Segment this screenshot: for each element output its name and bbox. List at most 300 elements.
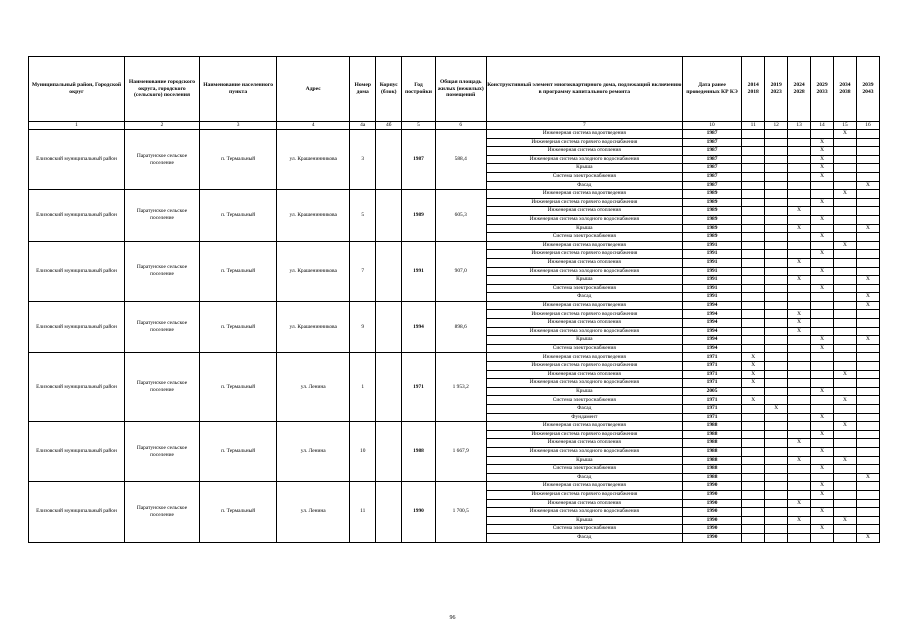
period-mark-cell [765, 379, 788, 388]
period-mark-cell [856, 525, 879, 534]
period-mark-cell: Х [856, 301, 879, 310]
period-mark-cell [834, 447, 857, 456]
house-number-cell: 7 [350, 241, 376, 301]
element-cell: Фасад [486, 181, 682, 190]
period-mark-cell [742, 405, 765, 414]
element-cell: Фундамент [486, 413, 682, 422]
element-cell: Инженерная система холодного водоснабжения [486, 155, 682, 164]
table-header [29, 57, 880, 130]
column-number: 12 [765, 122, 788, 130]
period-mark-cell [788, 525, 811, 534]
period-mark-cell: Х [811, 344, 834, 353]
prior-repair-date-cell: 1987 [682, 147, 741, 156]
period-mark-cell [856, 430, 879, 439]
period-mark-cell [834, 353, 857, 362]
period-mark-cell [811, 276, 834, 285]
district-cell: Елизовский муниципальный район [29, 353, 125, 422]
address-cell: ул. Крашенинникова [277, 301, 350, 353]
table-body [29, 130, 880, 543]
prior-repair-date-cell: 1991 [682, 276, 741, 285]
period-mark-cell [765, 267, 788, 276]
element-cell: Крыша [486, 336, 682, 345]
period-mark-cell [811, 319, 834, 328]
period-mark-cell: Х [834, 422, 857, 431]
district-cell: Елизовский муниципальный район [29, 301, 125, 353]
period-mark-cell [765, 241, 788, 250]
period-mark-cell: Х [788, 456, 811, 465]
period-mark-cell [742, 533, 765, 542]
period-mark-cell [856, 422, 879, 431]
period-mark-cell [811, 533, 834, 542]
period-mark-cell [742, 233, 765, 242]
prior-repair-date-cell: 1994 [682, 319, 741, 328]
period-mark-cell [788, 473, 811, 482]
period-mark-cell [788, 533, 811, 542]
period-mark-cell [765, 439, 788, 448]
period-mark-cell [788, 250, 811, 259]
period-mark-cell: Х [788, 439, 811, 448]
period-mark-cell [788, 190, 811, 199]
period-mark-cell [788, 362, 811, 371]
period-mark-cell [765, 447, 788, 456]
period-mark-cell [856, 250, 879, 259]
house-number-cell: 9 [350, 301, 376, 353]
period-mark-cell: Х [856, 276, 879, 285]
period-mark-cell [742, 147, 765, 156]
element-cell: Инженерная система водоотведения [486, 353, 682, 362]
period-mark-cell [765, 362, 788, 371]
element-cell: Инженерная система водоотведения [486, 190, 682, 199]
period-mark-cell [765, 224, 788, 233]
prior-repair-date-cell: 1988 [682, 447, 741, 456]
area-cell: 605,3 [435, 190, 486, 242]
period-mark-cell: Х [788, 310, 811, 319]
block-cell [376, 190, 402, 242]
prior-repair-date-cell: 1991 [682, 250, 741, 259]
period-mark-cell [856, 482, 879, 491]
column-number-row [29, 122, 880, 130]
period-mark-cell [834, 465, 857, 474]
prior-repair-date-cell: 1990 [682, 499, 741, 508]
period-mark-cell [765, 430, 788, 439]
period-mark-cell [856, 353, 879, 362]
period-mark-cell: Х [788, 516, 811, 525]
period-mark-cell: Х [834, 396, 857, 405]
period-mark-cell [788, 293, 811, 302]
period-mark-cell [788, 482, 811, 491]
period-mark-cell [742, 490, 765, 499]
period-mark-cell [765, 207, 788, 216]
period-mark-cell [742, 276, 765, 285]
period-mark-cell [834, 301, 857, 310]
column-header: Номер дома [350, 57, 376, 122]
prior-repair-date-cell: 1987 [682, 138, 741, 147]
period-mark-cell [742, 207, 765, 216]
period-mark-cell [788, 370, 811, 379]
column-number: 14 [811, 122, 834, 130]
element-cell: Инженерная система отопления [486, 207, 682, 216]
column-header: Наименование городского округа, городского (сельского) поселения [124, 57, 199, 122]
area-cell: 898,6 [435, 301, 486, 353]
period-mark-cell [856, 344, 879, 353]
element-cell: Крыша [486, 224, 682, 233]
period-mark-cell [788, 215, 811, 224]
period-mark-cell [834, 482, 857, 491]
period-mark-cell [788, 284, 811, 293]
element-cell: Инженерная система водоотведения [486, 422, 682, 431]
period-mark-cell [742, 155, 765, 164]
build-year-cell: 1971 [402, 353, 435, 422]
settlement-cell: Паратунское сельское поселение [124, 422, 199, 482]
period-mark-cell [788, 233, 811, 242]
period-mark-cell: Х [788, 207, 811, 216]
element-cell: Инженерная система холодного водоснабжения [486, 267, 682, 276]
prior-repair-date-cell: 1990 [682, 516, 741, 525]
period-mark-cell [742, 198, 765, 207]
prior-repair-date-cell: 1987 [682, 172, 741, 181]
area-cell: 907,0 [435, 241, 486, 301]
period-mark-cell [834, 327, 857, 336]
prior-repair-date-cell: 1990 [682, 482, 741, 491]
period-mark-cell [811, 301, 834, 310]
period-mark-cell [742, 525, 765, 534]
period-mark-cell [788, 430, 811, 439]
period-mark-cell [856, 396, 879, 405]
column-number: 7 [486, 122, 682, 130]
prior-repair-date-cell: 1989 [682, 224, 741, 233]
period-mark-cell [811, 422, 834, 431]
period-mark-cell [856, 387, 879, 396]
column-number: 15 [834, 122, 857, 130]
period-mark-cell [834, 387, 857, 396]
locality-cell: п. Термальный [200, 482, 277, 542]
period-mark-cell [811, 456, 834, 465]
block-cell [376, 422, 402, 482]
settlement-cell: Паратунское сельское поселение [124, 190, 199, 242]
period-mark-cell: Х [811, 267, 834, 276]
period-mark-cell [856, 284, 879, 293]
table-row [29, 241, 880, 250]
period-mark-cell: Х [788, 224, 811, 233]
element-cell: Инженерная система водоотведения [486, 241, 682, 250]
column-header: Муниципальный район, Городской округ [29, 57, 125, 122]
period-mark-cell [788, 241, 811, 250]
period-mark-cell [765, 370, 788, 379]
period-mark-cell: Х [834, 130, 857, 139]
table-row [29, 301, 880, 310]
element-cell: Крыша [486, 456, 682, 465]
address-cell: ул. Ленина [277, 353, 350, 422]
period-mark-cell [834, 233, 857, 242]
period-mark-cell [856, 164, 879, 173]
period-mark-cell [856, 362, 879, 371]
period-mark-cell [742, 215, 765, 224]
period-mark-cell: Х [742, 379, 765, 388]
period-mark-cell: Х [788, 319, 811, 328]
period-mark-cell [742, 172, 765, 181]
locality-cell: п. Термальный [200, 130, 277, 190]
period-mark-cell [788, 447, 811, 456]
period-mark-cell [856, 370, 879, 379]
prior-repair-date-cell: 1989 [682, 233, 741, 242]
period-mark-cell [742, 439, 765, 448]
prior-repair-date-cell: 1990 [682, 533, 741, 542]
page-number: 96 [449, 615, 456, 621]
period-mark-cell: Х [856, 533, 879, 542]
prior-repair-date-cell: 1971 [682, 379, 741, 388]
period-mark-cell [765, 138, 788, 147]
column-number: 4б [376, 122, 402, 130]
period-mark-cell [765, 172, 788, 181]
period-mark-cell [788, 344, 811, 353]
period-mark-cell [834, 293, 857, 302]
period-mark-cell: Х [811, 465, 834, 474]
period-mark-cell: Х [856, 336, 879, 345]
element-cell: Система электроснабжения [486, 525, 682, 534]
prior-repair-date-cell: 1971 [682, 405, 741, 414]
period-mark-cell [765, 147, 788, 156]
settlement-cell: Паратунское сельское поселение [124, 241, 199, 301]
period-mark-cell [834, 473, 857, 482]
prior-repair-date-cell: 1994 [682, 310, 741, 319]
element-cell: Инженерная система горячего водоснабжения [486, 362, 682, 371]
period-mark-cell: Х [834, 370, 857, 379]
locality-cell: п. Термальный [200, 241, 277, 301]
period-mark-cell [834, 379, 857, 388]
period-mark-cell [856, 456, 879, 465]
prior-repair-date-cell: 1987 [682, 130, 741, 139]
period-mark-cell [742, 508, 765, 517]
period-mark-cell: Х [811, 525, 834, 534]
period-mark-cell [834, 155, 857, 164]
period-mark-cell [834, 258, 857, 267]
period-mark-cell [856, 172, 879, 181]
period-mark-cell [742, 138, 765, 147]
element-cell: Система электроснабжения [486, 233, 682, 242]
prior-repair-date-cell: 1994 [682, 344, 741, 353]
period-mark-cell [788, 379, 811, 388]
element-cell: Система электроснабжения [486, 172, 682, 181]
column-header: Дата ранее проведенных КР КЭ [682, 57, 741, 122]
period-mark-cell [856, 130, 879, 139]
column-header: Год постройки [402, 57, 435, 122]
prior-repair-date-cell: 1989 [682, 198, 741, 207]
prior-repair-date-cell: 1988 [682, 456, 741, 465]
element-cell: Инженерная система отопления [486, 370, 682, 379]
prior-repair-date-cell: 1988 [682, 430, 741, 439]
period-mark-cell: Х [834, 241, 857, 250]
column-number: 11 [742, 122, 765, 130]
period-mark-cell: Х [811, 215, 834, 224]
element-cell: Инженерная система горячего водоснабжения [486, 430, 682, 439]
prior-repair-date-cell: 1990 [682, 525, 741, 534]
period-mark-cell [811, 439, 834, 448]
period-mark-cell [765, 396, 788, 405]
element-cell: Инженерная система холодного водоснабжения [486, 327, 682, 336]
capital-repair-table [28, 56, 880, 543]
address-cell: ул. Крашенинникова [277, 130, 350, 190]
period-mark-cell [742, 301, 765, 310]
column-number: 4 [277, 122, 350, 130]
column-header: 2034 2038 [834, 57, 857, 122]
address-cell: ул. Крашенинникова [277, 190, 350, 242]
period-mark-cell [742, 284, 765, 293]
period-mark-cell [811, 516, 834, 525]
period-mark-cell: Х [811, 164, 834, 173]
period-mark-cell [856, 138, 879, 147]
prior-repair-date-cell: 1988 [682, 439, 741, 448]
period-mark-cell [788, 508, 811, 517]
build-year-cell: 1989 [402, 190, 435, 242]
block-cell [376, 353, 402, 422]
period-mark-cell [834, 250, 857, 259]
period-mark-cell [856, 465, 879, 474]
settlement-cell: Паратунское сельское поселение [124, 130, 199, 190]
period-mark-cell [834, 430, 857, 439]
period-mark-cell [856, 310, 879, 319]
period-mark-cell [834, 181, 857, 190]
element-cell: Инженерная система отопления [486, 319, 682, 328]
period-mark-cell [856, 215, 879, 224]
period-mark-cell [742, 310, 765, 319]
period-mark-cell [788, 353, 811, 362]
block-cell [376, 241, 402, 301]
prior-repair-date-cell: 1989 [682, 190, 741, 199]
period-mark-cell [742, 516, 765, 525]
period-mark-cell [811, 207, 834, 216]
period-mark-cell [811, 396, 834, 405]
period-mark-cell [834, 413, 857, 422]
period-mark-cell [788, 130, 811, 139]
period-mark-cell [742, 499, 765, 508]
period-mark-cell [834, 207, 857, 216]
period-mark-cell [856, 147, 879, 156]
period-mark-cell [856, 447, 879, 456]
period-mark-cell [834, 508, 857, 517]
house-number-cell: 11 [350, 482, 376, 542]
period-mark-cell [742, 473, 765, 482]
period-mark-cell [765, 301, 788, 310]
period-mark-cell [765, 482, 788, 491]
period-mark-cell: Х [811, 413, 834, 422]
period-mark-cell [765, 319, 788, 328]
period-mark-cell [834, 499, 857, 508]
period-mark-cell [765, 413, 788, 422]
period-mark-cell [856, 190, 879, 199]
period-mark-cell [788, 413, 811, 422]
element-cell: Система электроснабжения [486, 396, 682, 405]
period-mark-cell [788, 164, 811, 173]
period-mark-cell [765, 456, 788, 465]
period-mark-cell [742, 413, 765, 422]
period-mark-cell [765, 284, 788, 293]
period-mark-cell [788, 422, 811, 431]
period-mark-cell [788, 172, 811, 181]
period-mark-cell [856, 413, 879, 422]
element-cell: Фасад [486, 473, 682, 482]
period-mark-cell [765, 422, 788, 431]
column-number: 3 [200, 122, 277, 130]
element-cell: Фасад [486, 405, 682, 414]
build-year-cell: 1990 [402, 482, 435, 542]
period-mark-cell [742, 164, 765, 173]
element-cell: Инженерная система водоотведения [486, 482, 682, 491]
period-mark-cell [788, 396, 811, 405]
period-mark-cell: Х [856, 293, 879, 302]
period-mark-cell [811, 181, 834, 190]
house-number-cell: 5 [350, 190, 376, 242]
address-cell: ул. Крашенинникова [277, 241, 350, 301]
period-mark-cell [788, 155, 811, 164]
column-header: Конструктивный элемент многоквартирного дома, подлежащий включению в программу капитального ремонта [486, 57, 682, 122]
prior-repair-date-cell: 1987 [682, 155, 741, 164]
period-mark-cell [834, 198, 857, 207]
column-number: 4а [350, 122, 376, 130]
element-cell: Фасад [486, 533, 682, 542]
house-number-cell: 10 [350, 422, 376, 482]
period-mark-cell [856, 258, 879, 267]
period-mark-cell [811, 327, 834, 336]
period-mark-cell [834, 172, 857, 181]
district-cell: Елизовский муниципальный район [29, 422, 125, 482]
period-mark-cell [742, 250, 765, 259]
house-number-cell: 3 [350, 130, 376, 190]
period-mark-cell [834, 138, 857, 147]
period-mark-cell [811, 258, 834, 267]
element-cell: Инженерная система отопления [486, 258, 682, 267]
prior-repair-date-cell: 1994 [682, 327, 741, 336]
build-year-cell: 1991 [402, 241, 435, 301]
prior-repair-date-cell: 2005 [682, 387, 741, 396]
period-mark-cell [765, 293, 788, 302]
period-mark-cell [788, 198, 811, 207]
district-cell: Елизовский муниципальный район [29, 130, 125, 190]
period-mark-cell [834, 336, 857, 345]
period-mark-cell: Х [811, 284, 834, 293]
period-mark-cell [788, 490, 811, 499]
period-mark-cell [788, 336, 811, 345]
column-header: 2014 2018 [742, 57, 765, 122]
period-mark-cell [788, 138, 811, 147]
period-mark-cell [834, 533, 857, 542]
period-mark-cell [742, 482, 765, 491]
column-number: 5 [402, 122, 435, 130]
area-cell: 1 700,5 [435, 482, 486, 542]
period-mark-cell [765, 336, 788, 345]
period-mark-cell [811, 362, 834, 371]
period-mark-cell [834, 344, 857, 353]
period-mark-cell [765, 250, 788, 259]
period-mark-cell: Х [788, 499, 811, 508]
block-cell [376, 301, 402, 353]
period-mark-cell: Х [811, 250, 834, 259]
period-mark-cell [811, 379, 834, 388]
prior-repair-date-cell: 1971 [682, 362, 741, 371]
column-number: 1 [29, 122, 125, 130]
house-number-cell: 1 [350, 353, 376, 422]
column-header: Адрес [277, 57, 350, 122]
element-cell: Инженерная система горячего водоснабжения [486, 250, 682, 259]
column-number: 10 [682, 122, 741, 130]
period-mark-cell [765, 155, 788, 164]
period-mark-cell [765, 525, 788, 534]
block-cell [376, 130, 402, 190]
prior-repair-date-cell: 1991 [682, 267, 741, 276]
element-cell: Инженерная система отопления [486, 147, 682, 156]
period-mark-cell [856, 241, 879, 250]
prior-repair-date-cell: 1971 [682, 396, 741, 405]
period-mark-cell [742, 293, 765, 302]
